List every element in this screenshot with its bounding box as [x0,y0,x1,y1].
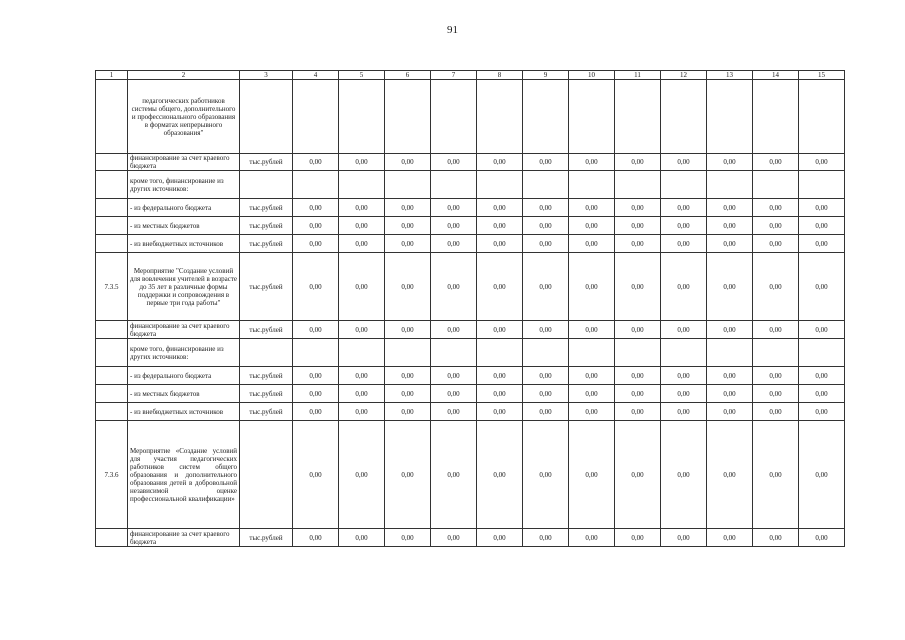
value-cell: 0,00 [799,385,845,403]
value-cell: 0,00 [385,529,431,547]
value-cell: 0,00 [615,403,661,421]
item-description-cell: - из федерального бюджета [128,199,240,217]
value-cell: 0,00 [477,199,523,217]
item-code-cell [96,385,128,403]
value-cell: 0,00 [293,403,339,421]
value-cell: 0,00 [753,217,799,235]
item-code-cell [96,235,128,253]
value-cell: 0,00 [293,235,339,253]
item-code-cell [96,339,128,367]
value-cell: 0,00 [431,385,477,403]
value-cell: 0,00 [385,199,431,217]
value-cell: 0,00 [707,421,753,529]
value-cell: 0,00 [385,367,431,385]
unit-cell: тыс.рублей [240,235,293,253]
value-cell: 0,00 [615,217,661,235]
unit-cell [240,80,293,154]
table-row [96,529,845,547]
value-cell: 0,00 [523,199,569,217]
column-number-cell: 14 [753,71,799,80]
item-code-cell: 7.3.6 [96,421,128,529]
value-cell: 0,00 [661,235,707,253]
item-description-cell: - из местных бюджетов [128,217,240,235]
value-cell: 0,00 [753,321,799,339]
value-cell: 0,00 [569,529,615,547]
column-number-cell: 3 [240,71,293,80]
value-cell: 0,00 [293,253,339,321]
value-cell: 0,00 [293,367,339,385]
unit-cell: тыс.рублей [240,253,293,321]
column-number-cell: 5 [339,71,385,80]
item-code-cell [96,80,128,154]
value-cell: 0,00 [661,367,707,385]
item-code-cell [96,529,128,547]
table-row [96,199,845,217]
value-cell [661,171,707,199]
value-cell: 0,00 [569,199,615,217]
table-row [96,321,845,339]
item-code-cell [96,321,128,339]
value-cell: 0,00 [477,235,523,253]
value-cell: 0,00 [615,321,661,339]
column-number-cell: 9 [523,71,569,80]
item-description-cell: - из федерального бюджета [128,367,240,385]
value-cell: 0,00 [431,403,477,421]
value-cell [339,171,385,199]
value-cell: 0,00 [477,321,523,339]
value-cell: 0,00 [799,154,845,171]
unit-cell: тыс.рублей [240,217,293,235]
value-cell: 0,00 [661,199,707,217]
value-cell: 0,00 [431,421,477,529]
value-cell [799,339,845,367]
value-cell: 0,00 [661,385,707,403]
table-row [96,217,845,235]
item-description-cell: кроме того, финансирование из других источников: [128,339,240,367]
value-cell: 0,00 [707,199,753,217]
value-cell: 0,00 [753,235,799,253]
item-description-cell: - из внебюджетных источников [128,403,240,421]
column-number-cell: 1 [96,71,128,80]
value-cell: 0,00 [569,385,615,403]
value-cell: 0,00 [523,385,569,403]
value-cell: 0,00 [707,235,753,253]
value-cell: 0,00 [339,154,385,171]
value-cell: 0,00 [615,235,661,253]
unit-cell: тыс.рублей [240,367,293,385]
value-cell: 0,00 [385,253,431,321]
value-cell [293,80,339,154]
value-cell [661,339,707,367]
item-description-cell: финансирование за счет краевого бюджета [128,154,240,171]
column-number-header-row [96,71,845,80]
value-cell: 0,00 [523,235,569,253]
value-cell: 0,00 [615,154,661,171]
value-cell: 0,00 [431,367,477,385]
value-cell: 0,00 [477,403,523,421]
item-code-cell [96,367,128,385]
value-cell: 0,00 [569,321,615,339]
table-row [96,403,845,421]
value-cell [753,80,799,154]
value-cell: 0,00 [385,403,431,421]
value-cell: 0,00 [477,385,523,403]
unit-cell: тыс.рублей [240,154,293,171]
item-description-cell: кроме того, финансирование из других источников: [128,171,240,199]
value-cell: 0,00 [753,253,799,321]
value-cell [477,80,523,154]
unit-cell: тыс.рублей [240,199,293,217]
column-number-cell: 13 [707,71,753,80]
table-row [96,154,845,171]
value-cell: 0,00 [707,385,753,403]
value-cell: 0,00 [293,154,339,171]
table-row [96,80,845,154]
value-cell [799,80,845,154]
value-cell: 0,00 [753,385,799,403]
value-cell [569,339,615,367]
value-cell: 0,00 [523,217,569,235]
unit-cell: тыс.рублей [240,529,293,547]
value-cell: 0,00 [661,421,707,529]
value-cell: 0,00 [799,403,845,421]
table-row [96,235,845,253]
column-number-cell: 2 [128,71,240,80]
value-cell: 0,00 [523,421,569,529]
value-cell: 0,00 [339,421,385,529]
value-cell: 0,00 [569,403,615,421]
value-cell: 0,00 [477,421,523,529]
value-cell: 0,00 [431,253,477,321]
value-cell: 0,00 [293,321,339,339]
value-cell: 0,00 [339,321,385,339]
item-description-cell: финансирование за счет краевого бюджета [128,529,240,547]
value-cell [293,171,339,199]
value-cell: 0,00 [707,321,753,339]
value-cell: 0,00 [707,253,753,321]
value-cell: 0,00 [707,529,753,547]
value-cell: 0,00 [615,529,661,547]
value-cell: 0,00 [569,421,615,529]
unit-cell [240,421,293,529]
value-cell: 0,00 [431,235,477,253]
value-cell [431,80,477,154]
item-description-cell: педагогических работников системы общего, дополнительного и профессионального образования в форматах непрерывного образования" [128,80,240,154]
table-row [96,253,845,321]
value-cell: 0,00 [523,529,569,547]
item-description-cell: - из местных бюджетов [128,385,240,403]
value-cell: 0,00 [477,253,523,321]
value-cell: 0,00 [339,367,385,385]
value-cell: 0,00 [431,217,477,235]
value-cell: 0,00 [615,253,661,321]
value-cell: 0,00 [753,154,799,171]
table-row [96,385,845,403]
value-cell: 0,00 [569,154,615,171]
value-cell: 0,00 [385,217,431,235]
column-number-cell: 6 [385,71,431,80]
value-cell: 0,00 [339,385,385,403]
value-cell: 0,00 [477,367,523,385]
value-cell: 0,00 [799,321,845,339]
value-cell: 0,00 [477,529,523,547]
value-cell [339,339,385,367]
value-cell: 0,00 [385,421,431,529]
unit-cell: тыс.рублей [240,385,293,403]
value-cell: 0,00 [799,235,845,253]
value-cell: 0,00 [523,403,569,421]
value-cell: 0,00 [339,217,385,235]
value-cell: 0,00 [385,385,431,403]
value-cell [569,80,615,154]
value-cell [431,339,477,367]
value-cell: 0,00 [707,217,753,235]
value-cell [293,339,339,367]
value-cell: 0,00 [339,199,385,217]
item-description-cell: - из внебюджетных источников [128,235,240,253]
value-cell: 0,00 [339,253,385,321]
value-cell [753,171,799,199]
column-number-cell: 15 [799,71,845,80]
value-cell: 0,00 [615,199,661,217]
value-cell [385,80,431,154]
value-cell [799,171,845,199]
value-cell: 0,00 [569,235,615,253]
item-code-cell [96,154,128,171]
value-cell: 0,00 [799,199,845,217]
value-cell: 0,00 [569,367,615,385]
column-number-cell: 12 [661,71,707,80]
value-cell: 0,00 [615,421,661,529]
value-cell: 0,00 [293,529,339,547]
value-cell: 0,00 [799,253,845,321]
value-cell: 0,00 [569,253,615,321]
item-code-cell [96,171,128,199]
value-cell [523,339,569,367]
value-cell: 0,00 [523,367,569,385]
table-row [96,339,845,367]
item-code-cell: 7.3.5 [96,253,128,321]
value-cell: 0,00 [523,154,569,171]
unit-cell [240,339,293,367]
value-cell: 0,00 [385,321,431,339]
value-cell [615,80,661,154]
value-cell [523,171,569,199]
value-cell: 0,00 [293,421,339,529]
value-cell: 0,00 [615,385,661,403]
value-cell: 0,00 [339,235,385,253]
budget-table [95,70,845,547]
column-number-cell: 7 [431,71,477,80]
value-cell: 0,00 [385,235,431,253]
table-row [96,171,845,199]
value-cell: 0,00 [293,217,339,235]
value-cell: 0,00 [707,154,753,171]
value-cell: 0,00 [615,367,661,385]
page-number: 91 [447,24,458,36]
value-cell [661,80,707,154]
item-description-cell: Мероприятие «Создание условий для участия педагогических работников систем общего образования и дополнительного образования детей в добровольной независимой оценке профессиональной квалификации» [128,421,240,529]
value-cell: 0,00 [707,403,753,421]
item-code-cell [96,403,128,421]
unit-cell [240,171,293,199]
value-cell: 0,00 [661,403,707,421]
value-cell [615,171,661,199]
value-cell: 0,00 [661,321,707,339]
value-cell: 0,00 [431,529,477,547]
column-number-cell: 4 [293,71,339,80]
value-cell: 0,00 [477,154,523,171]
value-cell [523,80,569,154]
item-description-cell: Мероприятие "Создание условий для вовлечения учителей в возрасте до 35 лет в различные формы поддержки и сопровождения в первые три года работы" [128,253,240,321]
value-cell: 0,00 [753,529,799,547]
value-cell [385,339,431,367]
item-code-cell [96,217,128,235]
value-cell: 0,00 [753,421,799,529]
item-description-cell: финансирование за счет краевого бюджета [128,321,240,339]
value-cell: 0,00 [753,199,799,217]
table-row [96,367,845,385]
value-cell: 0,00 [799,367,845,385]
value-cell [707,339,753,367]
value-cell: 0,00 [385,154,431,171]
value-cell: 0,00 [431,321,477,339]
unit-cell: тыс.рублей [240,403,293,421]
value-cell: 0,00 [707,367,753,385]
column-number-cell: 11 [615,71,661,80]
value-cell [569,171,615,199]
column-number-cell: 10 [569,71,615,80]
value-cell [477,171,523,199]
value-cell [477,339,523,367]
value-cell: 0,00 [477,217,523,235]
value-cell: 0,00 [661,217,707,235]
value-cell [707,171,753,199]
value-cell: 0,00 [569,217,615,235]
value-cell: 0,00 [339,529,385,547]
value-cell: 0,00 [799,529,845,547]
value-cell: 0,00 [661,253,707,321]
value-cell [707,80,753,154]
value-cell: 0,00 [293,385,339,403]
unit-cell: тыс.рублей [240,321,293,339]
value-cell [431,171,477,199]
value-cell [385,171,431,199]
value-cell: 0,00 [661,154,707,171]
value-cell: 0,00 [799,217,845,235]
table-row [96,421,845,529]
value-cell: 0,00 [431,154,477,171]
value-cell: 0,00 [523,321,569,339]
value-cell: 0,00 [661,529,707,547]
value-cell: 0,00 [339,403,385,421]
value-cell [753,339,799,367]
value-cell: 0,00 [753,367,799,385]
value-cell [615,339,661,367]
item-code-cell [96,199,128,217]
value-cell: 0,00 [523,253,569,321]
value-cell: 0,00 [753,403,799,421]
value-cell: 0,00 [431,199,477,217]
value-cell: 0,00 [293,199,339,217]
column-number-cell: 8 [477,71,523,80]
value-cell [339,80,385,154]
value-cell: 0,00 [799,421,845,529]
